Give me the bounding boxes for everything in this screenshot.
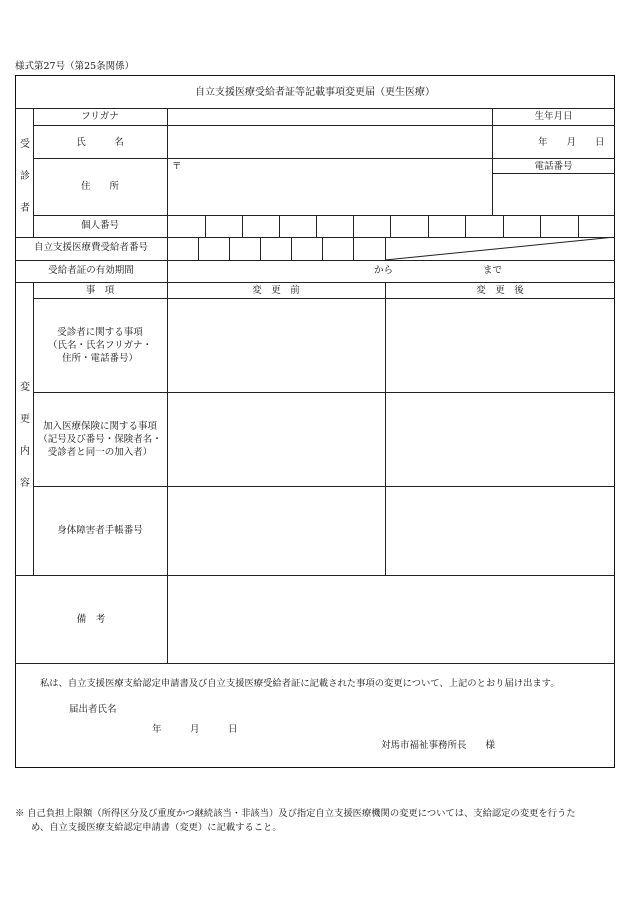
form-title: 自立支援医療受給者証等記載事項変更届（更生医療） [195,87,435,98]
declaration-text: 私は、自立支援医療支給認定申請書及び自立支援医療受給者証に記載された事項の変更について、上記のとおり届け出ます。 [40,678,560,689]
address-field[interactable] [168,159,491,214]
change-row-insurance-label: 加入医療保険に関する事項 （記号及び番号・保険者名・ 受診者と同一の加入者） [38,421,162,458]
name-label: 氏 名 [76,137,124,148]
furigana-field[interactable] [168,109,491,124]
validity-label: 受給者証の有効期間 [48,265,134,276]
name-field[interactable] [168,126,491,157]
col-after-header: 変 更 後 [476,285,524,296]
change-row-disability-after[interactable] [386,487,614,574]
remarks-field[interactable] [168,576,614,662]
phone-label: 電話番号 [534,161,573,172]
recipient-number-field[interactable] [168,238,384,259]
individual-number-label: 個人番号 [80,220,119,231]
form-number: 様式第27号（第25条関係） [15,61,135,72]
remarks-label: 備 考 [76,614,106,625]
changes-section-label: 変 更 内 容 [20,382,30,489]
furigana-label: フリガナ [81,111,119,122]
footnote-line-1: ※ 自己負担上限額（所得区分及び重度かつ継続該当・非該当）及び指定自立支援医療機関の変更については、支給認定の変更を行うた [15,808,576,819]
postal-mark: 〒 [172,161,182,172]
change-row-patient-before[interactable] [168,299,384,391]
change-row-insurance-after[interactable] [386,393,614,485]
addressee: 対馬市福祉事務所長 様 [381,740,496,751]
patient-section-label: 受 診 者 [20,139,30,214]
change-row-patient-after[interactable] [386,299,614,391]
birthdate-label: 生年月日 [534,111,573,122]
validity-from: から [374,265,394,276]
applicant-name-label: 届出者氏名 [69,704,117,715]
change-row-disability-label: 身体障害者手帳番号 [57,525,143,536]
col-item-header: 事 項 [85,285,115,296]
recipient-number-strike [385,237,615,260]
validity-until: まで [483,265,503,276]
birthdate-field[interactable]: 年 月 日 [538,137,605,148]
signature-date[interactable]: 年 月 日 [152,724,238,735]
change-row-disability-before[interactable] [168,487,384,574]
applicant-name-field[interactable] [125,700,375,718]
address-label: 住 所 [80,181,119,192]
phone-field[interactable] [493,174,614,214]
recipient-number-label: 自立支援医療費受給者番号 [33,242,148,253]
col-before-header: 変 更 前 [252,285,300,296]
validity-field[interactable] [168,261,614,281]
change-row-insurance-before[interactable] [168,393,384,485]
footnote-line-2: め、自立支援医療支給認定申請書（変更）に記載すること。 [31,822,282,833]
individual-number-field[interactable] [168,216,614,236]
change-row-patient-label: 受診者に関する事項 （氏名・氏名フリガナ・ 住所・電話番号） [47,327,153,364]
